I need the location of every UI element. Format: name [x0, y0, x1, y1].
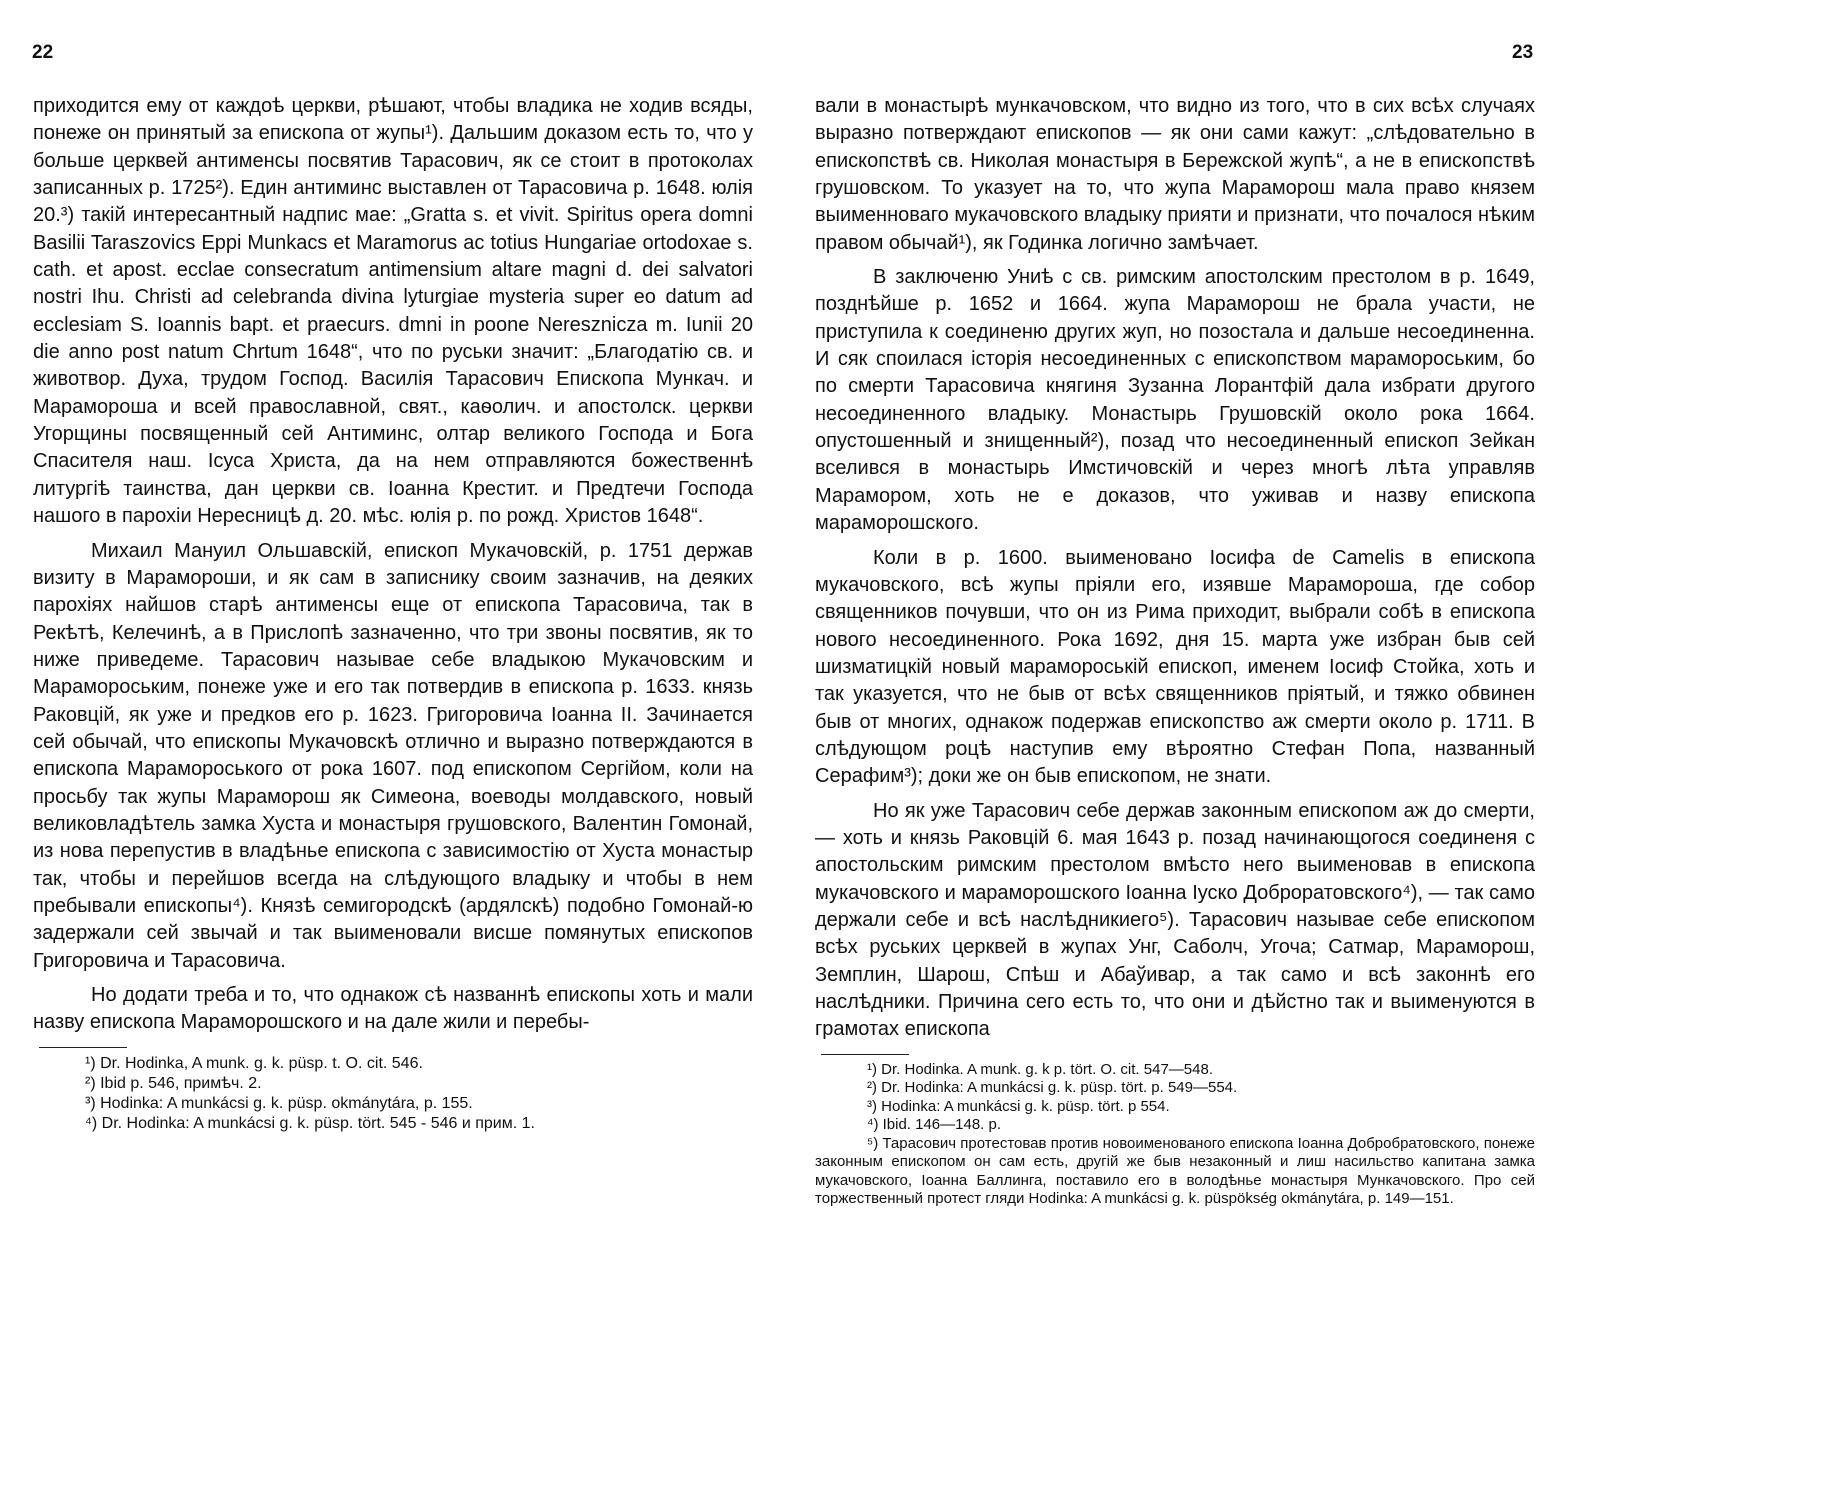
- footnote-rule: [821, 1054, 909, 1055]
- paragraph: Но додати треба и то, что однакож сѣ названнѣ епископы хоть и мали назву епископа Мараморошского и на дале жили и перебы-: [33, 984, 753, 1034]
- left-page-column: [33, 93, 753, 1134]
- paragraph: вали в монастырѣ мункачовском, что видно из того, что в сих всѣх случаях выразно потверждают епископов — як они сами кажут: „слѣдовательно в епископствѣ св. Николая монастыря в Бережской жупѣ“, а не в епископствѣ грушовском. То указует на то, что жупа Мараморош мала право князем выименноваго мукачовского владыку прияти и признати, что почалося нѣким правом обычай¹), як Годинка логично замѣчает.: [815, 95, 1535, 254]
- page-number-right: 23: [1512, 42, 1534, 63]
- paragraph: В заключеню Униѣ с св. римским апостолским престолом в р. 1649, позднѣйше р. 1652 и 1664. жупа Мараморош не брала участи, не приступила к соединеню других жуп, но позостала и дальше несоединенна. И сяк споилася історія несоединенных с епископством марамороським, бо по смерти Тарасовича княгиня Зузанна Лорантфій дала избрати другого несоединенного владыку. Монастырь Грушовскій около рока 1664. опустошенный и знищенный²), позад что несоединенный епископ Зейкан вселився в монастырь Имстичовскій и через многѣ лѣта управляв Марамором, хоть не е доказов, что уживав и назву епископа мараморошского.: [815, 266, 1535, 535]
- left-page-body: [33, 93, 753, 1037]
- footnote: ²) Ibid p. 546, примѣч. 2.: [85, 1074, 262, 1092]
- right-footnotes: [815, 1061, 1535, 1209]
- paragraph: Коли в р. 1600. выименовано Іосифа de Camelis в епископа мукачовского, всѣ жупы пріяли его, изявше Марамороша, где собор священников почувши, что он из Рима приходит, выбрали собѣ в епископа нового несоединенного. Рока 1692, дня 15. марта уже избран быв сей шизматицкій новый марамороській епископ, именем Іосиф Стойка, хоть и так указуется, что не быв от всѣх священников пріятый, и тяжко обвинен быв от многих, однакож подержав епископство аж смерти около р. 1711. В слѣдующом роцѣ наступив ему вѣроятно Стефан Попа, названный Серафим³); доки же он быв епископом, не знати.: [815, 546, 1535, 788]
- page-number-left: 22: [32, 42, 54, 63]
- footnote: ⁴) Dr. Hodinka: A munkácsi g. k. püsp. tört. 545 - 546 и прим. 1.: [85, 1114, 535, 1132]
- paragraph: Но як уже Тарасович себе держав законным епископом аж до смерти, — хоть и князь Раковцій 6. мая 1643 р. позад начинающогося соединеня с апостольским римским престолом вмѣсто него выименовав в епископа мукачовского и мараморошского Іоанна Іуско Доброратовского⁴), — так само держали себе и всѣ наслѣдникиего⁵). Тарасович называе себе епископом всѣх руських церквей в жупах Унг, Саболч, Угоча; Сатмар, Мараморош, Земплин, Шарош, Спѣш и Абаўивар, а так само и всѣ законнѣ его наслѣдники. Причина сего есть то, что они и дѣйстно так и выименуются в грамотах епископа: [815, 799, 1535, 1041]
- left-footnotes: [33, 1054, 753, 1134]
- footnote: ³) Hodinka: A munkácsi g. k. püsp. tört. p 554.: [867, 1097, 1170, 1115]
- footnote: ²) Dr. Hodinka: A munkácsi g. k. püsp. tört. p. 549—554.: [867, 1079, 1238, 1097]
- footnote: ⁵) Тарасович протестовав против новоименованого епископа Іоанна Добробратовского, понеже законным епископом он сам есть, другій же быв незаконный и лиш насильство капитана замка мукачовского, Іоанна Баллинга, поставило его в володѣнье монастыря Мункачовского. Про сей торжественный протест гляди Hodinka: A munkácsi g. k. püspökség okmánytára, p. 149—151.: [815, 1134, 1535, 1208]
- paragraph: приходится ему от каждоѣ церкви, рѣшают, чтобы владика не ходив всяды, понеже он принятый за епископа от жупы¹). Дальшим доказом есть то, что у больше церквей антименсы посвятив Тарасович, як се стоит в протоколах записанных р. 1725²). Един антиминс выставлен от Тарасовича р. 1648. юлія 20.³) такій интересантный надпис мае: „Gratta s. et vivit. Spiritus opera domni Basilii Taraszovics Eppi Munkacs et Maramorus ac totius Hungariae ortodoxae s. cath. et apost. ecclae consecratum antimensium altare magni d. dei salvatori nostri Ihu. Christi ad celebranda divina lyturgiae mysteria super eo datum ad ecclesiam S. Ioannis bapt. et praecurs. dmni in poone Neresznicza m. Iunii 20 die anno post natum Chrtum 1648“, что по руськи значит: „Благодатію св. и животвор. Духа, трудом Господ. Василія Тарасович Епископа Мункач. и Марамороша и всей православной, свят., каѳолич. и апостолск. церкви Угорщины посвященный сей Антиминс, олтар великого Господа и Бога Спасителя наш. Ісуса Христа, да на нем отправляются божественнѣ литургіѣ таинства, дан церкви св. Іоанна Крестит. и Предтечи Господа нашого в парохіи Нересницѣ д. 20. мѣс. юлія р. по рожд. Христов 1648“.: [33, 95, 753, 528]
- footnote: ⁴) Ibid. 146—148. p.: [867, 1116, 1002, 1134]
- paragraph: Михаил Мануил Ольшавскій, епископ Мукачовскій, р. 1751 держав визиту в Марамороши, и як сам в записнику своим зазначив, на деяких парохіях найшов старѣ антименсы еще от епископа Тарасовича, так в Рекѣтѣ, Келечинѣ, а в Прислопѣ зазначенно, что три звоны посвятив, як то ниже приведеме. Тарасович называе себе владыкою Мукачовским и Марамороським, понеже уже и его так потвердив в епископа р. 1633. князь Раковцій, як уже и предков его р. 1623. Григоровича Іоанна II. Зачинается сей обычай, что епископы Мукачовскѣ отлично и выразно потверждаются в епископа Марамороського от рока 1607. под епископом Сергійом, коли на просьбу так жупы Мараморош як Симеона, воеводы молдавского, новый великовладѣтель замка Хуста и монастыря грушовского, Валентин Гомонай, из нова перепустив в владѣнье епископа с зависимостію от Хуста монастыр так, чтобы и перейшов всегда на слѣдующого владыку и чтобы в нем пребывали епископы⁴). Князѣ семигородскѣ (ардялскѣ) подобно Гомонай-ю задержали сей звычай и так выименовали висше помянутых епископов Григоровича и Тарасовича.: [33, 539, 753, 972]
- footnote: ¹) Dr. Hodinka. A munk. g. k p. tört. O. cit. 547—548.: [867, 1060, 1213, 1078]
- right-page-body: [815, 93, 1535, 1044]
- footnote: ¹) Dr. Hodinka, A munk. g. k. püsp. t. O. cit. 546.: [85, 1054, 423, 1072]
- right-page-column: [815, 93, 1535, 1209]
- footnote: ³) Hodinka: A munkácsi g. k. püsp. okmánytára, p. 155.: [85, 1094, 473, 1112]
- footnote-rule: [39, 1047, 127, 1048]
